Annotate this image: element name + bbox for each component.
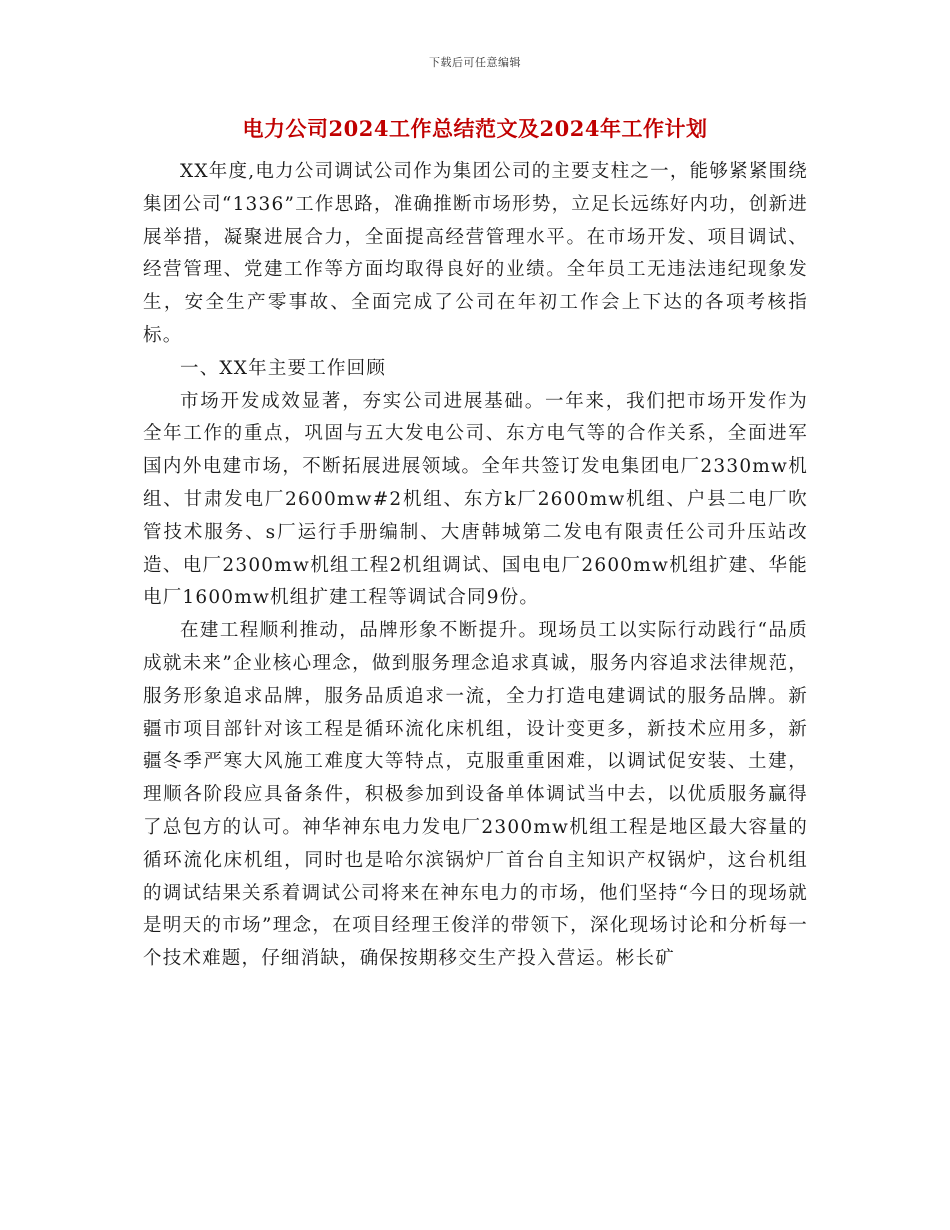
paragraph-intro: XX年度,电力公司调试公司作为集团公司的主要支柱之一，能够紧紧围绕集团公司“1336”工作思路，准确推断市场形势，立足长远练好内功，创新进展举措，凝聚进展合力，全面提高经营管理水平。在市场开发、项目调试、经营管理、党建工作等方面均取得良好的业绩。全年员工无违法违纪现象发生，安全生产零事故、全面完成了公司在年初工作会上下达的各项考核指标。 xyxy=(143,161,808,346)
document-title: 电力公司2024工作总结范文及2024年工作计划 xyxy=(242,116,708,141)
paragraph-projects: 在建工程顺利推动，品牌形象不断提升。现场员工以实际行动践行“品质成就未来”企业核心理念，做到服务理念追求真诚，服务内容追求法律规范，服务形象追求品牌，服务品质追求一流，全力打造电建调试的服务品牌。新疆市项目部针对该工程是循环流化床机组，设计变更多，新技术应用多，新疆冬季严寒大风施工难度大等特点，克服重重困难，以调试促安装、土建，理顺各阶段应具备条件，积极参加到设备单体调试当中去，以优质服务赢得了总包方的认可。神华神东电力发电厂2300mw机组工程是地区最大容量的循环流化床机组，同时也是哈尔滨锅炉厂首台自主知识产权锅炉，这台机组的调试结果关系着调试公司将来在神东电力的市场，他们坚持“今日的现场就是明天的市场”理念，在项目经理王俊洋的带领下，深化现场讨论和分析每一个技术难题，仔细消缺，确保按期移交生产投入营运。彬长矿 xyxy=(143,620,808,970)
document-body xyxy=(143,156,808,976)
paragraph-market: 市场开发成效显著，夯实公司进展基础。一年来，我们把市场开发作为全年工作的重点，巩固与五大发电公司、东方电气等的合作关系，全面进军国内外电建市场，不断拓展进展领域。全年共签订发电集团电厂2330mw机组、甘肃发电厂2600mw#2机组、东方k厂2600mw机组、户县二电厂吹管技术服务、s厂运行手册编制、大唐韩城第二发电有限责任公司升压站改造、电厂2300mw机组工程2机组调试、国电电厂2600mw机组扩建、华能电厂1600mw机组扩建工程等调试合同9份。 xyxy=(143,390,808,609)
header-note: 下载后可任意编辑 xyxy=(429,56,521,69)
section-heading: 一、XX年主要工作回顾 xyxy=(180,357,387,379)
